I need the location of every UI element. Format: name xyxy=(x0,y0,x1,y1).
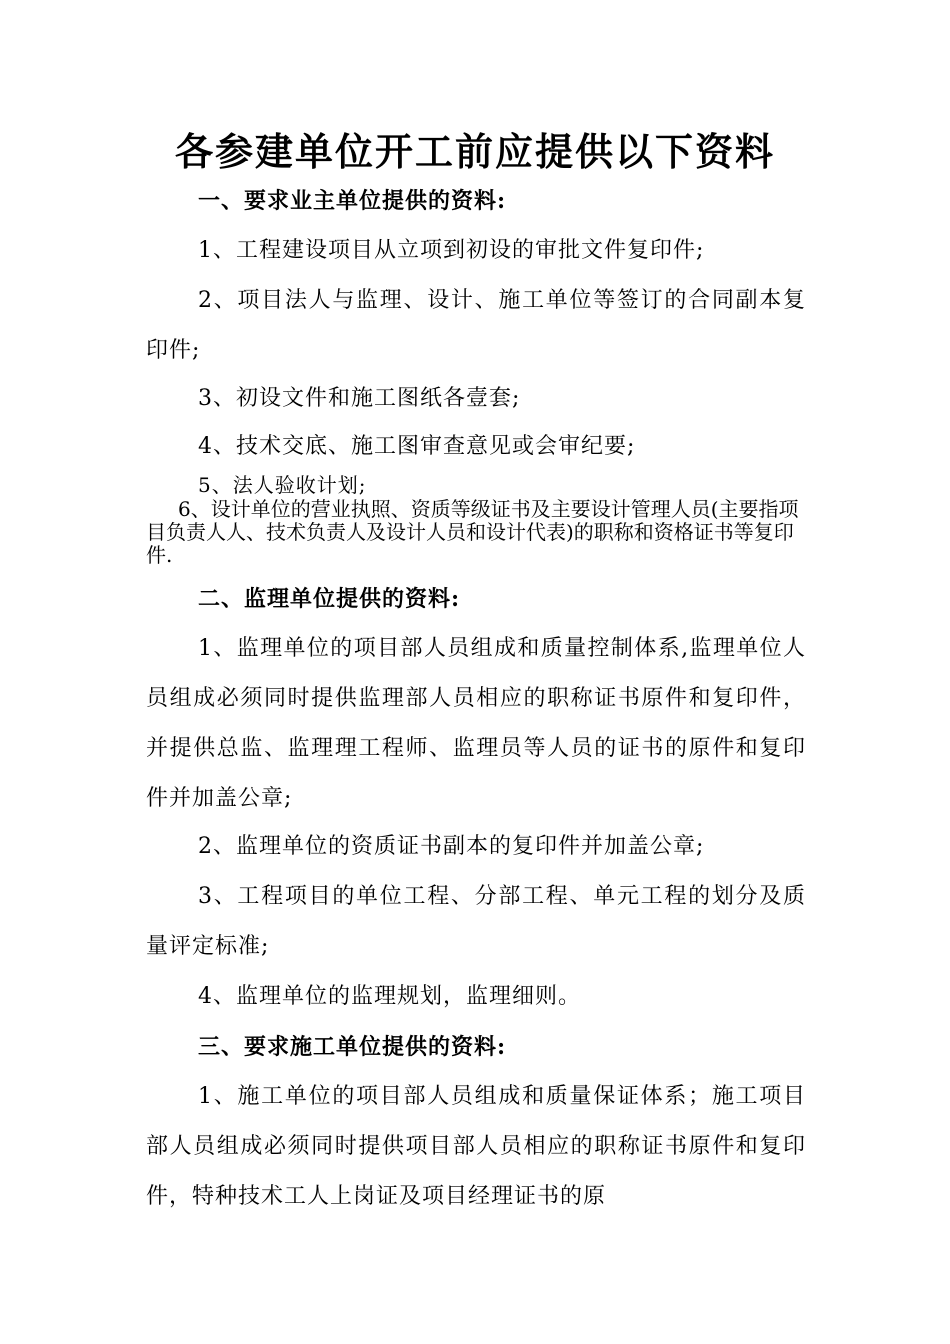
section1-item-1: 1、工程建设项目从立项到初设的审批文件复印件; xyxy=(198,238,705,263)
section2-item-1: 1、监理单位的项目部人员组成和质量控制体系,监理单位人员组成必须同时提供监理部人员相应的职称证书原件和复印件，并提供总监、监理理工程师、监理员等人员的证书的原件和复印件并加盖公章; xyxy=(146,636,806,811)
section1-item-3: 3、初设文件和施工图纸各壹套; xyxy=(198,386,521,411)
section1-item-4: 4、技术交底、施工图审查意见或会审纪要; xyxy=(198,434,636,459)
section1-heading: 一、要求业主单位提供的资料: xyxy=(198,188,507,214)
document-title: 各参建单位开工前应提供以下资料 xyxy=(174,129,775,174)
section2-item-2: 2、监理单位的资质证书副本的复印件并加盖公章; xyxy=(198,834,705,859)
section2-item-4: 4、监理单位的监理规划，监理细则。 xyxy=(198,984,581,1009)
section1-item-2: 2、项目法人与监理、设计、施工单位等签订的合同副本复印件; xyxy=(146,288,806,363)
section3-item-1: 1、施工单位的项目部人员组成和质量保证体系；施工项目部人员组成必须同时提供项目部人员相应的职称证书原件和复印件，特种技术工人上岗证及项目经理证书的原 xyxy=(146,1084,806,1209)
section2-heading: 二、监理单位提供的资料: xyxy=(198,586,461,612)
section1-item-5: 5、法人验收计划; xyxy=(198,473,367,497)
section3-heading: 三、要求施工单位提供的资料: xyxy=(198,1034,507,1060)
section2-item-3: 3、工程项目的单位工程、分部工程、单元工程的划分及质量评定标准; xyxy=(146,884,806,959)
section1-item-6: 6、设计单位的营业执照、资质等级证书及主要设计管理人员(主要指项目负责人人、技术负责人及设计人员和设计代表)的职称和资格证书等复印件. xyxy=(146,497,799,567)
